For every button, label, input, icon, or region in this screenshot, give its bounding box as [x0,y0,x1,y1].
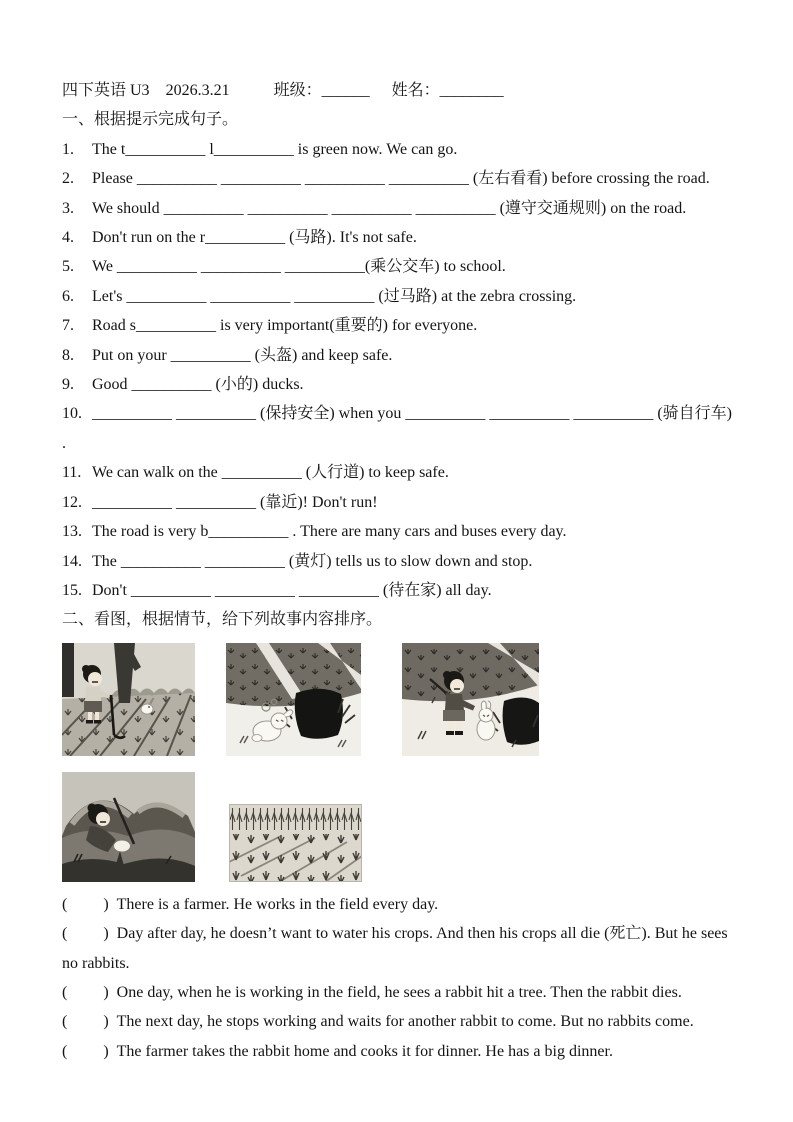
class-label: 班级： [273,82,322,99]
bracket-close: ) [103,895,109,913]
question-text: The road is very b__________ . There are many cars and buses every day. [92,523,567,541]
bracket-open: ( [62,895,68,913]
question-text: Put on your __________ (头盔) and keep safe. [92,346,393,364]
question-text: We __________ __________ __________(乘公交车) to school. [92,258,506,276]
question-text: The __________ __________ (黄灯) tells us to slow down and stop. [92,552,533,570]
question-text: __________ __________ (保持安全) when you __________ __________ __________ (骑自行车) . [62,405,732,452]
answer-bracket [62,890,109,919]
order-item-2 [62,919,739,978]
answer-bracket [62,919,109,948]
question-number: 2. [62,170,74,188]
order-item-4 [62,1007,739,1036]
question-number: 5. [62,258,74,276]
bracket-open: ( [62,983,68,1001]
question-text: We should __________ __________ __________ __________ (遵守交通规则) on the road. [92,199,687,217]
question-row-9 [62,370,739,399]
question-number: 12. [62,493,82,511]
question-number: 11. [62,464,82,482]
question-row-14 [62,547,739,576]
question-row-6 [62,282,739,311]
question-text: Don't __________ __________ __________ (待在家) all day. [92,581,492,599]
question-text: Good __________ (小的) ducks. [92,376,304,394]
bracket-close: ) [103,983,109,1001]
question-row-1 [62,135,739,164]
question-row-10 [62,399,739,458]
question-number: 4. [62,229,74,247]
question-number: 7. [62,317,74,335]
answer-bracket [62,1037,109,1066]
question-row-3 [62,194,739,223]
order-item-5 [62,1037,739,1066]
class-blank: ______ [321,82,370,99]
question-number: 8. [62,346,74,364]
bracket-close: ) [103,1013,109,1031]
section2-title: 二、看图，根据情节，给下列故事内容排序。 [62,611,383,629]
order-item-text: The farmer takes the rabbit home and cooks it for dinner. He has a big dinner. [116,1042,613,1060]
question-text: We can walk on the __________ (人行道) to keep safe. [92,464,449,482]
question-row-11 [62,458,739,487]
question-number: 13. [62,523,82,541]
question-row-8 [62,341,739,370]
question-number: 6. [62,287,74,305]
question-text: Please __________ __________ __________ __________ (左右看看) before crossing the road. [92,170,710,188]
story-image-farmer-waits-by-stump [62,772,195,882]
order-item-text: Day after day, he doesn’t want to water his crops. And then his crops all die (死亡). But he sees no rabbits. [62,925,728,972]
story-image-farmer-sees-rabbit [62,643,195,756]
answer-bracket [62,1007,109,1036]
question-number: 3. [62,199,74,217]
order-item-1 [62,890,739,919]
bracket-open: ( [62,1013,68,1031]
answer-bracket [62,978,109,1007]
order-item-text: One day, when he is working in the field, he sees a rabbit hit a tree. Then the rabbit dies. [116,983,682,1001]
question-text: Road s__________ is very important(重要的) for everyone. [92,317,478,335]
question-number: 9. [62,376,74,394]
question-row-4 [62,223,739,252]
bracket-close: ) [103,925,109,943]
bracket-open: ( [62,1042,68,1060]
bracket-open: ( [62,925,68,943]
order-item-text: There is a farmer. He works in the field every day. [116,895,439,913]
name-blank: ________ [439,82,504,99]
question-text: Let's __________ __________ __________ (过马路) at the zebra crossing. [92,287,577,305]
question-number: 14. [62,552,82,570]
question-row-2 [62,164,739,193]
question-text: __________ __________ (靠近)! Don't run! [92,493,378,511]
question-row-7 [62,311,739,340]
question-row-13 [62,517,739,546]
story-image-rabbit-hits-stump [226,643,361,756]
question-text: Don't run on the r__________ (马路). It's not safe. [92,229,417,247]
question-number: 10. [62,405,82,423]
question-text: The t__________ l__________ is green now. We can go. [92,140,458,158]
question-number: 1. [62,140,74,158]
order-item-text: The next day, he stops working and waits for another rabbit to come. But no rabbits come. [116,1013,694,1031]
section1-title: 一、根据提示完成句子。 [62,111,239,129]
question-row-5 [62,252,739,281]
question-number: 15. [62,581,82,599]
name-label: 姓名： [391,82,440,99]
worksheet-header [62,76,739,105]
story-images-row-2 [62,772,739,882]
question-row-15 [62,576,739,605]
story-image-withered-crops-field [229,804,362,882]
story-images-row-1 [62,643,739,756]
story-image-farmer-picks-up-rabbit [402,643,539,756]
question-row-12 [62,488,739,517]
course-title: 四下英语 U3 [62,82,150,99]
order-item-3 [62,978,739,1007]
bracket-close: ) [103,1042,109,1060]
worksheet-date: 2026.3.21 [165,82,230,99]
